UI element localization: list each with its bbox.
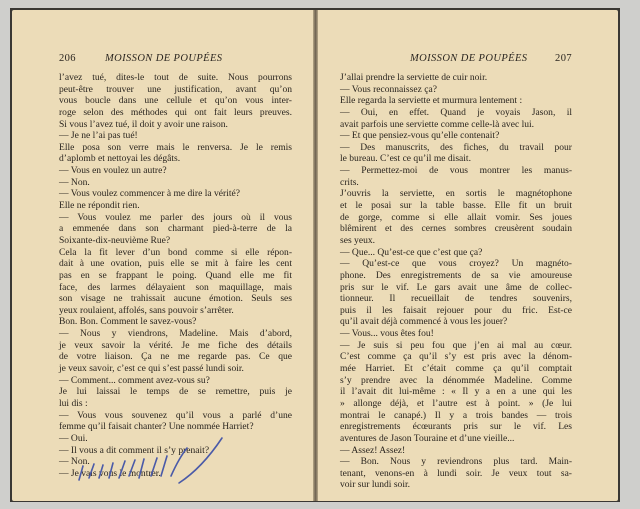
text-line: avait parfois une serviette comme celle-là avec lui. bbox=[340, 118, 535, 130]
text-line: montrai le canapé.) Il y a trois bandes — trois bbox=[340, 409, 572, 421]
text-line: dait à une ovation, puis elle se mit à faire les cent bbox=[59, 258, 292, 270]
text-line: a emmenée dans son charmant pied-à-terre de la bbox=[59, 223, 292, 235]
text-line: Je lui laissai le temps de se remettre, puis je bbox=[59, 386, 292, 398]
text-line: son visage ne trahissait aucune émotion. Seuls ses bbox=[59, 293, 292, 305]
text-line: de gorge, comme si elle allait vomir. Ses joues bbox=[340, 211, 572, 223]
text-line: — Vous vous souvenez qu’il vous a parlé d’une bbox=[59, 409, 292, 421]
text-line: et le posai sur la table basse. Elle fit un bruit bbox=[340, 200, 572, 212]
text-line: l’avez tué, dites-le tout de suite. Nous pourrons bbox=[59, 72, 292, 83]
text-line: Si vous l’avez tué, il doit y avoir une raison. bbox=[59, 118, 228, 130]
text-line: s’y prendre avec la dénommée Madeline. Comme bbox=[340, 374, 572, 386]
text-line: — Nous y viendrons, Madeline. Mais d’abord, bbox=[59, 328, 292, 340]
text-line: yeux roulaient, affolés, sans pouvoir s’arrêter. bbox=[59, 304, 234, 316]
text-line: Elle regarda la serviette et murmura lentement : bbox=[340, 95, 523, 107]
text-line: C’est comme ça qu’il s’y est pris avec la dénom- bbox=[340, 351, 572, 363]
text-line: — Des manuscrits, des fiches, du travail pour bbox=[340, 141, 572, 153]
pencil-tally-marks-icon bbox=[67, 428, 237, 498]
text-line: d’aplomb et nettoyai les dégâts. bbox=[59, 153, 181, 165]
text-line: — Bon. Nous y reviendrons plus tard. Main- bbox=[340, 456, 572, 468]
text-line: phone. Des enregistrements de sa vie amoureuse bbox=[340, 269, 572, 281]
text-line: — Oui, en effet. Quand je voyais Jason, il bbox=[340, 106, 572, 118]
text-line: je veux savoir la vérité. Je me fiche des détails bbox=[59, 339, 292, 351]
text-line: voir sur lundi soir. bbox=[340, 479, 411, 491]
text-line: lui dis : bbox=[59, 397, 88, 409]
text-line: Soixante-dix-neuvième Rue? bbox=[59, 234, 171, 246]
text-line: Elle ne répondit rien. bbox=[59, 200, 140, 212]
text-line: — Permettez-moi de vous montrer les manus- bbox=[340, 165, 572, 177]
right-page-number: 207 bbox=[555, 53, 572, 64]
text-line: pas en se frappant le poing. Quand elle me fit bbox=[59, 269, 292, 281]
text-line: — Je ne l’ai pas tué! bbox=[59, 130, 138, 142]
text-line: je veux savoir, c’est ce qui s’est passé lundi soir. bbox=[59, 363, 244, 375]
left-page bbox=[12, 10, 313, 501]
text-line: ses yeux. bbox=[340, 234, 375, 246]
text-line: vous boucle dans une cellule et qu’on vous inter- bbox=[59, 95, 292, 107]
text-line: peut-être trouver une justification, avant qu’on bbox=[59, 83, 292, 95]
text-line: il l’avait dit lui-même : « Il y a en a une qui les bbox=[340, 386, 572, 398]
text-line: — Que... Qu’est-ce que c’est que ça? bbox=[340, 246, 483, 258]
text-line: — Comment... comment avez-vous su? bbox=[59, 374, 210, 386]
right-page bbox=[318, 10, 618, 501]
text-line: — Oui. bbox=[59, 432, 88, 444]
text-line: — Assez! Assez! bbox=[340, 444, 406, 456]
text-line: — Qu’est-ce que vous croyez? Un magnéto- bbox=[340, 258, 572, 270]
text-line: face, des larmes délayaient son maquillage, mais bbox=[59, 281, 292, 293]
text-line: — Vous reconnaissez ça? bbox=[340, 83, 437, 95]
text-line: — Je suis si peu fou que j’en ai mal au cœur. bbox=[340, 339, 572, 351]
text-line: crits. bbox=[340, 176, 359, 188]
text-line: puis il les faisait rejouer pour du fric. Est-ce bbox=[340, 304, 572, 316]
text-line: aventures de Jason Touraine et d’une vieille... bbox=[340, 432, 515, 444]
text-line: — Non. bbox=[59, 456, 90, 468]
right-page-text bbox=[340, 72, 572, 491]
text-line: blêmirent et des cernes sombres creusèrent soudain bbox=[340, 223, 572, 235]
left-running-title: MOISSON DE POUPÉES bbox=[105, 53, 223, 64]
text-line: — Et que pensiez-vous qu’elle contenait? bbox=[340, 130, 500, 142]
text-line: pris sur le vif. Le gars avait une âme de collec- bbox=[340, 281, 572, 293]
text-line: qu’il avait déjà commencé à vous les jouer? bbox=[340, 316, 508, 328]
text-line: — Vous en voulez un autre? bbox=[59, 165, 167, 177]
text-line: — Vous... vous êtes fou! bbox=[340, 328, 434, 340]
text-line: — Non. bbox=[59, 176, 90, 188]
text-line: J’allai prendre la serviette de cuir noir. bbox=[340, 72, 488, 83]
text-line: — Vous voulez commencer à me dire la vérité? bbox=[59, 188, 240, 200]
text-line: de votre liaison. Ça ne me regarde pas. Ce que bbox=[59, 351, 292, 363]
text-line: Bon. Bon. Comment le savez-vous? bbox=[59, 316, 197, 328]
text-line: le bureau. C’est ce qu’il me disait. bbox=[340, 153, 471, 165]
text-line: enregistrements écœurants pris sur le vif. Les bbox=[340, 421, 572, 433]
text-line: — Je vais vous le montrer. bbox=[59, 467, 161, 479]
text-line: tenant, venons-en à lundi soir. Je veux tout sa- bbox=[340, 467, 572, 479]
text-line: Cela la fit lever d’un bond comme si elle répon- bbox=[59, 246, 292, 258]
text-line: mée Harriet. Et c’était comme ça qu’il comptait bbox=[340, 363, 572, 375]
left-page-text bbox=[59, 72, 292, 479]
right-running-title: MOISSON DE POUPÉES bbox=[410, 53, 528, 64]
text-line: — Il vous a dit comment il s’y prenait? bbox=[59, 444, 210, 456]
text-line: femme qu’il faisait chanter? Une nommée Harriet? bbox=[59, 421, 254, 433]
text-line: roge selon des méthodes qui ont fait leurs preuves. bbox=[59, 106, 292, 118]
left-page-number: 206 bbox=[59, 53, 76, 64]
text-line: » allonge déjà, et l’autre est à point. » (Je lui bbox=[340, 397, 572, 409]
text-line: Elle posa son verre mais le renversa. Je le remis bbox=[59, 141, 292, 153]
text-line: tionneur. Il recueillait de tendres souvenirs, bbox=[340, 293, 572, 305]
text-line: J’ouvris la serviette, en sortis le magnétophone bbox=[340, 188, 572, 200]
text-line: — Vous voulez me parler des jours où il vous bbox=[59, 211, 292, 223]
book-spread bbox=[10, 8, 620, 502]
